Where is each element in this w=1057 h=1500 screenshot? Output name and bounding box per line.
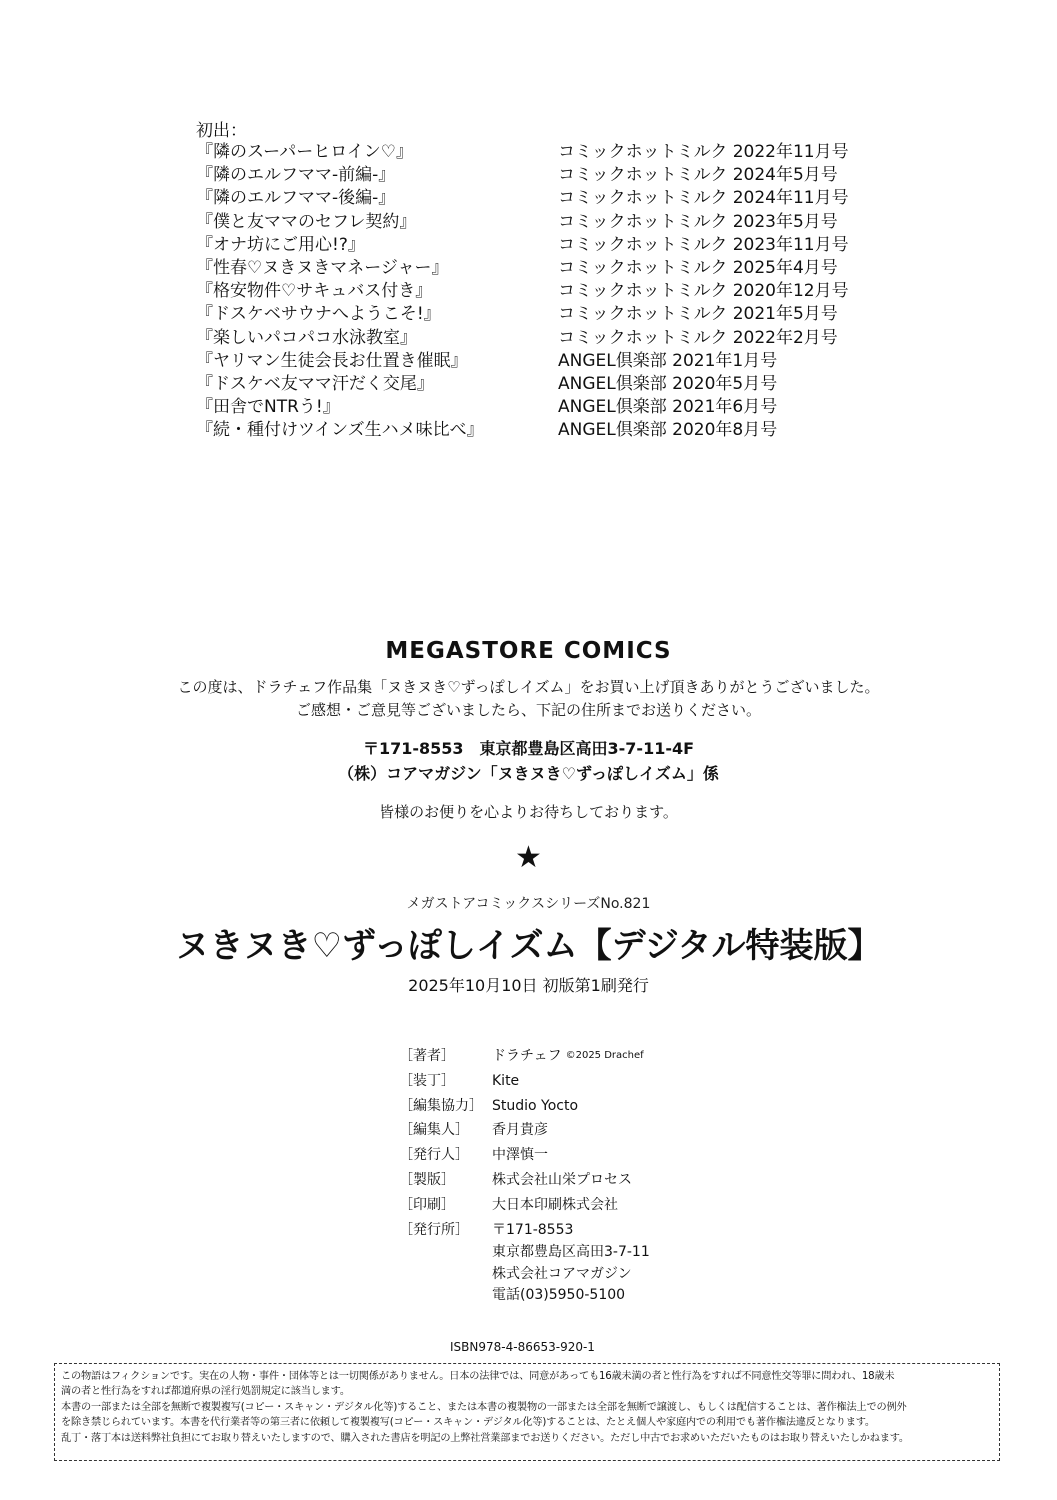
story-title: 『楽しいパコパコ水泳教室』 <box>196 327 417 348</box>
magazine-issue: コミックホットミルク 2021年5月号 <box>558 304 838 325</box>
book-title: ヌきヌき♡ずっぽしイズム【デジタル特装版】 <box>175 926 882 966</box>
magazine-issue: ANGEL倶楽部 2021年1月号 <box>558 350 778 371</box>
credit-label: ［著者］ <box>399 1048 455 1064</box>
magazine-issue: ANGEL倶楽部 2021年6月号 <box>558 397 778 418</box>
story-title: 『隣のエルフママ-後編-』 <box>196 188 396 209</box>
story-title: 『ドスケベサウナへようこそ!』 <box>196 304 441 325</box>
list-item <box>196 370 896 393</box>
credit-label: ［発行人］ <box>399 1147 469 1164</box>
story-title: 『隣のエルフママ-前編-』 <box>196 165 396 186</box>
mailing-department: （株）コアマガジン「ヌきヌき♡ずっぽしイズム」係 <box>338 764 719 783</box>
story-title: 『性春♡ヌきヌきマネージャー』 <box>196 258 449 279</box>
notice-line: この物語はフィクションです。実在の人物・事件・団体等とは一切関係がありません。日本の法律では、同意があっても16歳未満の者と性行為をすれば不同意性交等罪に問われ、18歳未 <box>61 1371 895 1382</box>
publisher-phone-line: 電話(03)5950-5100 <box>492 1287 626 1304</box>
notice-line: 満の者と性行為をすれば都道府県の淫行処罰規定に該当します。 <box>61 1386 350 1398</box>
story-title: 『格安物件♡サキュバス付き』 <box>196 281 433 302</box>
first-appearance-title: 初出： <box>196 121 247 141</box>
list-item <box>196 161 896 184</box>
list-item <box>196 138 896 161</box>
thanks-message: この度は、ドラチェフ作品集「ヌきヌき♡ずっぽしイズム」をお買い上げ頂きありがとうございました。 <box>177 678 880 696</box>
publisher-brand: MEGASTORE COMICS <box>385 638 672 664</box>
list-item <box>196 324 896 347</box>
story-title: 『続・種付けツインズ生ハメ味比べ』 <box>196 420 484 441</box>
list-item <box>196 416 896 439</box>
credit-row <box>399 1118 650 1143</box>
credit-label: ［編集人］ <box>399 1122 469 1139</box>
legal-notice-box <box>54 1363 1000 1461</box>
credit-row <box>399 1218 650 1243</box>
credit-row <box>399 1044 650 1069</box>
magazine-issue: コミックホットミルク 2025年4月号 <box>558 258 838 279</box>
magazine-issue: コミックホットミルク 2024年11月号 <box>558 188 849 209</box>
magazine-issue: コミックホットミルク 2024年5月号 <box>558 165 838 186</box>
credit-row <box>399 1069 650 1094</box>
notice-line: 本書の一部または全部を無断で複製複写(コピー・スキャン・デジタル化等)すること、または本書の複製物の一部または全部を無断で譲渡し、もしくは配信することは、著作権法上での例外 <box>61 1401 907 1413</box>
copyright-note: ©2025 Drachef <box>565 1050 644 1061</box>
magazine-issue: コミックホットミルク 2023年11月号 <box>558 234 849 255</box>
credit-row <box>399 1094 650 1119</box>
first-appearance-list <box>196 138 896 439</box>
credit-value: Studio Yocto <box>492 1097 579 1114</box>
notice-line: 乱丁・落丁本は送料弊社負担にてお取り替えいたしますので、購入された書店を明記の上弊社営業部までお送りください。ただし中古でお求めいただいたものはお取り替えいたしかねます。 <box>61 1432 909 1444</box>
publisher-address-line: 東京都豊島区高田3-7-11 <box>492 1244 650 1261</box>
publish-date: 2025年10月10日 初版第1刷発行 <box>408 976 649 995</box>
list-item <box>196 393 896 416</box>
star-icon: ★ <box>515 840 542 875</box>
credit-value: 〒171-8553 <box>492 1221 574 1238</box>
list-item <box>196 347 896 370</box>
story-title: 『僕と友ママのセフレ契約』 <box>196 211 417 232</box>
list-item <box>196 184 896 207</box>
credit-label: ［印刷］ <box>399 1196 455 1213</box>
story-title: 『ヤリマン生徒会長お仕置き催眠』 <box>196 350 468 371</box>
story-title: 『隣のスーパーヒロイン♡』 <box>196 142 414 163</box>
colophon-credits <box>399 1044 650 1307</box>
magazine-issue: コミックホットミルク 2022年11月号 <box>558 142 849 163</box>
isbn-code: ISBN978-4-86653-920-1 <box>450 1340 595 1354</box>
publisher-name-line: 株式会社コアマガジン <box>492 1265 632 1282</box>
magazine-issue: ANGEL倶楽部 2020年8月号 <box>558 420 778 441</box>
magazine-issue: コミックホットミルク 2022年2月号 <box>558 327 838 348</box>
series-number: メガストアコミックスシリーズNo.821 <box>406 896 651 912</box>
magazine-issue: コミックホットミルク 2023年5月号 <box>558 211 838 232</box>
magazine-issue: ANGEL倶楽部 2020年5月号 <box>558 373 778 394</box>
mailing-address: 〒171-8553 東京都豊島区高田3-7-11-4F <box>362 739 695 758</box>
credit-value: ドラチェフ <box>492 1048 562 1064</box>
list-item <box>196 231 896 254</box>
list-item <box>196 208 896 231</box>
feedback-request: ご感想・ご意見等ございましたら、下記の住所までお送りください。 <box>295 701 761 719</box>
credit-value: Kite <box>492 1072 520 1089</box>
credit-label: ［編集協力］ <box>399 1097 483 1114</box>
credit-label: ［発行所］ <box>399 1221 469 1238</box>
story-title: 『田舎でNTRう!』 <box>196 397 340 418</box>
list-item <box>196 254 896 277</box>
credit-row <box>399 1143 650 1168</box>
credit-row <box>399 1168 650 1193</box>
magazine-issue: コミックホットミルク 2020年12月号 <box>558 281 849 302</box>
list-item <box>196 300 896 323</box>
credit-label: ［装丁］ <box>399 1072 455 1089</box>
credit-value: 株式会社山栄プロセス <box>492 1171 632 1188</box>
credit-value: 大日本印刷株式会社 <box>492 1196 618 1213</box>
list-item <box>196 277 896 300</box>
credit-value: 香月貴彦 <box>492 1122 548 1139</box>
notice-line: を除き禁じられています。本書を代行業者等の第三者に依頼して複製複写(コピー・スキャン・デジタル化等)することは、たとえ個人や家庭内での利用でも著作権法違反となります。 <box>61 1417 875 1429</box>
story-title: 『ドスケベ友ママ汗だく交尾』 <box>196 373 434 394</box>
credit-value: 中澤慎一 <box>492 1147 548 1164</box>
credit-row <box>399 1193 650 1218</box>
credit-label: ［製版］ <box>399 1171 455 1188</box>
story-title: 『オナ坊にご用心!?』 <box>196 234 365 255</box>
closing-message: 皆様のお便りを心よりお待ちしております。 <box>379 803 678 821</box>
